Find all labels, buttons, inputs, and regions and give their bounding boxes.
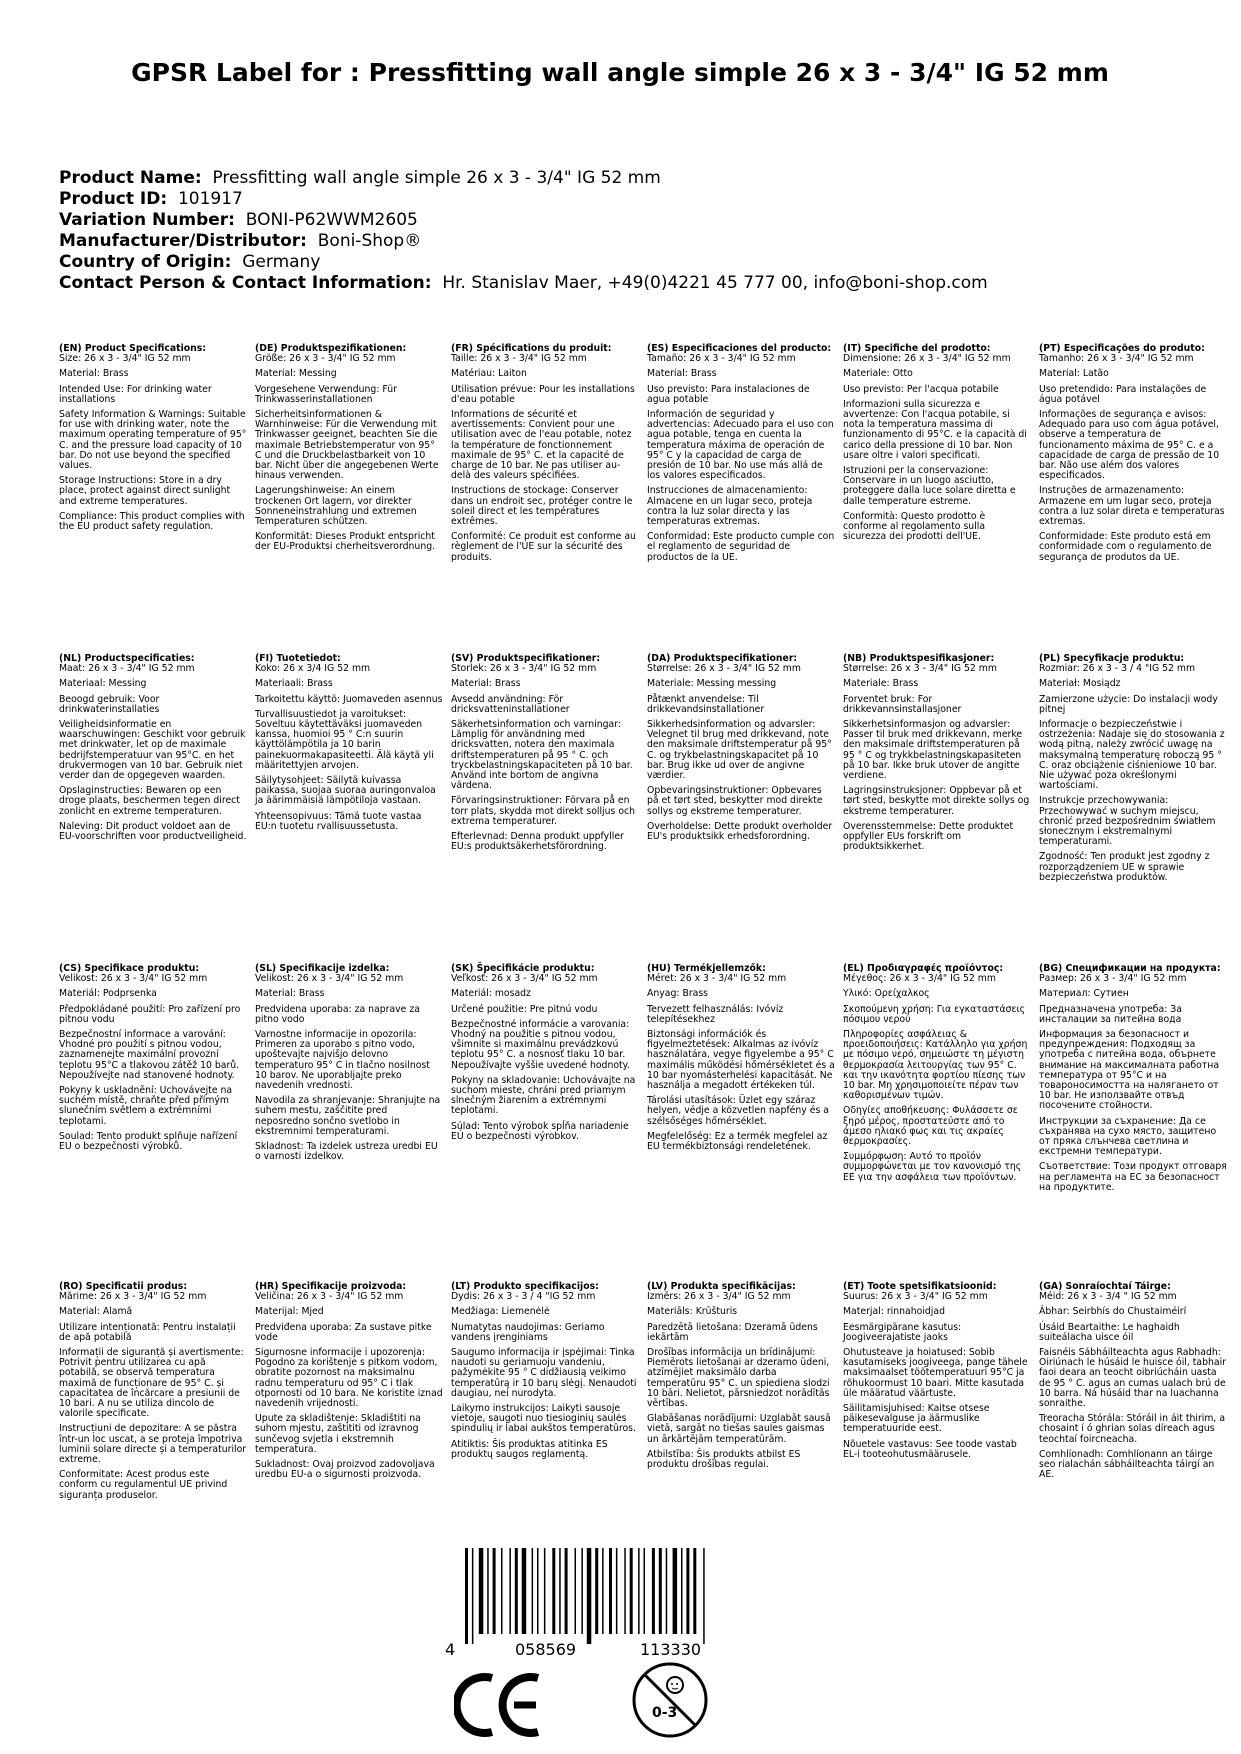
spec-paragraph: Materiale: Messing messing <box>647 678 777 690</box>
spec-paragraph: Predvidena uporaba: za naprave za pitno vodo <box>255 1003 420 1025</box>
spec-paragraph: Předpokládané použití: Pro zařízení pro pitnou vodu <box>59 1003 241 1025</box>
spec-paragraph: Koko: 26 x 3/4 IG 52 mm <box>255 663 371 675</box>
spec-paragraph: Eesmärgipärane kasutus: Joogiveerajatiste jaoks <box>843 1321 962 1343</box>
barcode-bar <box>587 1548 592 1644</box>
spec-paragraph: Tarkoitettu käyttö: Juomaveden asennus <box>255 693 443 705</box>
spec-paragraph: Conformitate: Acest produs este conform cu regulamentul UE privind siguranța produselor. <box>59 1469 228 1501</box>
barcode-bar <box>532 1548 534 1634</box>
spec-paragraph: Material: Messing <box>255 368 337 380</box>
spec-paragraph: Materiale: Brass <box>843 678 919 690</box>
spec-paragraph: Vorgesehene Verwendung: Für Trinkwasserinstallationen <box>255 383 397 405</box>
spec-block <box>451 964 639 1147</box>
spec-heading: (PT) Especificações do produto: <box>1039 343 1205 354</box>
spec-paragraph: Intended Use: For drinking water installations <box>59 383 212 405</box>
spec-paragraph: Safety Information & Warnings: Suitable for use with drinking water, note the maximum operating temperature of 95° C. and the pressure load capacity of 10 bar. Do not use beyond the specified values. <box>59 409 247 472</box>
spec-paragraph: Mărime: 26 x 3 - 3/4" IG 52 mm <box>59 1291 207 1303</box>
spec-paragraph: Méret: 26 x 3 - 3/4" IG 52 mm <box>647 973 787 985</box>
spec-paragraph: Istruzioni per la conservazione: Conservare in un luogo asciutto, proteggere dalla luce solare diretta e dalle temperature estreme. <box>843 465 1016 507</box>
spec-paragraph: Οδηγίες αποθήκευσης: Φυλάσσετε σε ξηρό μέρος, προστατεύστε από το άμεσο ηλιακό φως και τις ακραίες θερμοκρασίες. <box>843 1105 1018 1148</box>
spec-paragraph: Compliance: This product complies with the EU product safety regulation. <box>59 510 245 533</box>
spec-block <box>1039 964 1227 1198</box>
spec-paragraph: Bezpečnostní informace a varování: Vhodné pro použití s pitnou vodou, zaznamenejte maximální provozní teplotu 95°C a tlakovou zátěž 10 barů. Nepoužívejte nad stanovené hodnoty. <box>59 1029 240 1081</box>
barcode-bar <box>602 1548 604 1634</box>
barcode-bar <box>544 1548 546 1634</box>
spec-paragraph: Ábhar: Seirbhís do Chustaiméirí <box>1039 1306 1187 1318</box>
barcode-bar <box>681 1548 683 1634</box>
spec-paragraph: Efterlevnad: Denna produkt uppfyller EU:s produktsäkerhetsförordning. <box>451 831 624 853</box>
spec-paragraph: Υλικό: Ορείχαλκος <box>843 988 930 1000</box>
spec-paragraph: Información de seguridad y advertencias: Adecuado para el uso con agua potable, tenga en cuenta la temperatura máxima de operación de 95° C y la capacidad de carga de presión de 10 bar. No use más allá de los valores especificados. <box>647 409 834 482</box>
info-variation-number <box>59 210 1209 231</box>
spec-paragraph: Overholdelse: Dette produkt overholder EU's produktsikk erhedsforordning. <box>647 820 833 843</box>
info-value: Germany <box>242 252 321 272</box>
spec-paragraph: Overensstemmelse: Dette produktet oppfyller EUs forskrift om produktsikkerhet. <box>843 820 1014 853</box>
spec-heading: (IT) Specifiche del prodotto: <box>843 343 991 354</box>
spec-paragraph: Tamanho: 26 x 3 - 3/4" IG 52 mm <box>1039 353 1194 365</box>
barcode-bar <box>616 1548 618 1634</box>
info-product-name <box>59 168 1209 189</box>
barcode-group-1: 058569 <box>515 1640 577 1658</box>
spec-heading: (HU) Termékjellemzők: <box>647 963 766 974</box>
spec-paragraph: Medžiaga: Liemenėlė <box>451 1306 550 1318</box>
spec-paragraph: Tamaño: 26 x 3 - 3/4" IG 52 mm <box>647 353 796 365</box>
spec-paragraph: Uso previsto: Para instalaciones de agua potable <box>647 383 810 405</box>
spec-paragraph: Instrucțiuni de depozitare: A se păstra într-un loc uscat, a se proteja împotriva luminii solare directe și a temperaturilor extreme. <box>59 1423 247 1466</box>
spec-paragraph: Materiał: Mosiądz <box>1039 678 1121 690</box>
spec-paragraph: Avsedd användning: För dricksvatteninstallationer <box>451 693 570 715</box>
spec-paragraph: Πληροφορίες ασφάλειας & προειδοποιήσεις: Κατάλληλο για χρήση με πόσιμο νερό, σημειώστε τη μέγιστη θερμοκρασία λειτουργίας των 95° C. και την ικανότητα φορτίου πίεσης των 10 bar. Μη χρησιμοποιείτε πέραν των καθορισμένων τιμών. <box>843 1029 1028 1102</box>
spec-paragraph: Съответствие: Този продукт отговаря на регламента на ЕС за безопасност на продуктите. <box>1039 1161 1227 1193</box>
spec-paragraph: Zgodność: Ten produkt jest zgodny z rozporządzeniem UE w sprawie bezpieczeństwa produktów. <box>1039 851 1210 883</box>
spec-paragraph: Matériau: Laiton <box>451 368 527 380</box>
spec-paragraph: Numatytas naudojimas: Geriamo vandens įrenginiams <box>451 1321 605 1343</box>
spec-block <box>255 964 443 1167</box>
info-contact <box>59 273 1209 294</box>
spec-paragraph: Størrelse: 26 x 3 - 3/4" IG 52 mm <box>843 663 997 675</box>
spec-heading: (RO) Specificatii produs: <box>59 1281 188 1292</box>
spec-paragraph: Material: Latão <box>1039 368 1109 380</box>
spec-paragraph: Materiāls: Krūšturis <box>647 1306 738 1318</box>
spec-paragraph: Lagerungshinweise: An einem trockenen Ort lagern, vor direkter Sonneneinstrahlung und extremen Temperaturen schützen. <box>255 485 417 528</box>
barcode-bar <box>595 1548 598 1634</box>
spec-block <box>1039 654 1227 888</box>
barcode-bar <box>487 1548 489 1634</box>
barcode-bar <box>693 1548 696 1634</box>
barcode-bar <box>652 1548 655 1634</box>
spec-paragraph: Dimensione: 26 x 3 - 3/4" IG 52 mm <box>843 353 1011 365</box>
spec-heading: (LV) Produkta specifikācijas: <box>647 1281 796 1292</box>
spec-paragraph: Biztonsági információk és figyelmeztetések: Alkalmas az ivóvíz használatára, vegye figyelembe a 95° C maximális működési hőmérsékletet és a 10 bar nyomásterhelési kapacitását. Ne használja a megadott értékeken túl. <box>647 1029 835 1092</box>
spec-paragraph: Συμμόρφωση: Αυτό το προϊόν συμμορφώνεται με τον κανονισμό της ΕΕ για την ασφάλεια των προϊόντων. <box>843 1151 1022 1183</box>
spec-block <box>843 654 1031 857</box>
spec-paragraph: Påtænkt anvendelse: Til drikkevandsinstallationer <box>647 693 765 715</box>
barcode-bar <box>673 1548 678 1634</box>
spec-paragraph: Материал: Сутиен <box>1039 988 1129 1000</box>
spec-heading: (SK) Špecifikácie produktu: <box>451 963 595 974</box>
spec-paragraph: Informații de siguranță și avertismente: Potrivit pentru utilizarea cu apă potabilă, se observă temperatura maximă de funcționare de 95° C. și capacitatea de încărcare a presiunii de 10 bari. A nu se utiliza dincolo de valorile specificate. <box>59 1347 244 1420</box>
barcode-bar <box>515 1548 518 1634</box>
spec-block <box>647 344 835 568</box>
barcode-bar <box>509 1548 511 1634</box>
barcode-bar <box>659 1548 662 1634</box>
spec-paragraph: Materiál: mosadz <box>451 988 531 1000</box>
spec-paragraph: Informazioni sulla sicurezza e avvertenze: Con l'acqua potabile, si nota la temperatura massima di funzionamento di 95°C. e la capacità di carico della pressione di 10 bar. Non usare oltre i valori specificati. <box>843 398 1027 461</box>
info-product-id <box>59 189 1209 210</box>
spec-paragraph: Tárolási utasítások: Üzlet egy száraz helyen, védje a közvetlen napfény és a szélsőséges hőmérséklet. <box>647 1095 829 1127</box>
spec-heading: (ES) Especificaciones del producto: <box>647 343 832 354</box>
spec-heading: (SL) Specifikacije izdelka: <box>255 963 390 974</box>
spec-paragraph: Maat: 26 x 3 - 3/4" IG 52 mm <box>59 663 195 675</box>
info-value: 101917 <box>177 189 243 209</box>
page-title: GPSR Label for : Pressfitting wall angle simple 26 x 3 - 3/4" IG 52 mm <box>131 58 1109 87</box>
spec-paragraph: Förvaringsinstruktioner: Förvara på en torr plats, skydda mot direkt solljus och extrema temperaturer. <box>451 795 636 827</box>
info-value: Pressfitting wall angle simple 26 x 3 - 3/4" IG 52 mm <box>212 168 661 188</box>
spec-paragraph: Sukladnost: Ovaj proizvod zadovoljava uredbu EU-a o sigurnosti proizvoda. <box>255 1459 435 1481</box>
spec-paragraph: Nõuetele vastavus: See toode vastab EL-i tooteohutusmäärusele. <box>843 1438 1017 1460</box>
spec-paragraph: Veľkosť: 26 x 3 - 3/4" IG 52 mm <box>451 973 598 985</box>
spec-paragraph: Utilizare intenționată: Pentru instalații de apă potabilă <box>59 1321 236 1343</box>
spec-paragraph: Informações de segurança e avisos: Adequado para uso com água potável, observe a temperatura de funcionamento máxima de 95° C. e a capacidade de carga de pressão de 10 bar. Não use além dos valores especificados. <box>1039 409 1220 482</box>
spec-block <box>1039 344 1227 568</box>
spec-block <box>843 344 1031 547</box>
spec-paragraph: Storage Instructions: Store in a dry place, protect against direct sunlight and extreme temperatures. <box>59 475 231 507</box>
spec-paragraph: Instrukcje przechowywania: Przechowywać w suchym miejscu, chronić przed bezpośrednim światłem słonecznym i ekstremalnymi temperaturami. <box>1039 795 1216 848</box>
barcode-bar <box>493 1548 496 1634</box>
spec-paragraph: Comhlíonadh: Comhlíonann an táirge seo rialachán sábháilteachta táirgí an AE. <box>1039 1448 1215 1481</box>
spec-paragraph: Taille: 26 x 3 - 3/4" IG 52 mm <box>451 353 587 365</box>
barcode-bar <box>638 1548 640 1634</box>
spec-paragraph: Yhteensopivuus: Tämä tuote vastaa EU:n tuotetu rvallisuussetusta. <box>255 810 422 832</box>
spec-paragraph: Rozmiar: 26 x 3 - 3 / 4 "IG 52 mm <box>1039 663 1196 675</box>
spec-paragraph: Predviđena uporaba: Za sustave pitke vode <box>255 1321 432 1343</box>
info-value: Hr. Stanislav Maer, +49(0)4221 45 777 00, info@boni-shop.com <box>442 273 988 293</box>
spec-paragraph: Materiál: Podprsenka <box>59 988 157 1000</box>
info-label: Country of Origin: <box>59 252 232 272</box>
spec-heading: (EL) Προδιαγραφές προϊόντος: <box>843 963 1004 974</box>
barcode-bar <box>559 1548 561 1634</box>
spec-paragraph: Opbevaringsinstruktioner: Opbevares på et tørt sted, beskytter mod direkte sollys og ekstreme temperaturer. <box>647 785 823 817</box>
spec-heading: (ET) Toote spetsifikatsioonid: <box>843 1281 997 1292</box>
product-info <box>59 168 1209 294</box>
spec-paragraph: Conformità: Questo prodotto è conforme al regolamento sulla sicurezza dei prodotti dell'UE. <box>843 510 986 543</box>
barcode-bar <box>565 1548 568 1634</box>
barcode-bar <box>624 1548 626 1634</box>
spec-paragraph: Materiaal: Messing <box>59 678 147 690</box>
spec-paragraph: Size: 26 x 3 - 3/4" IG 52 mm <box>59 353 191 365</box>
spec-paragraph: Pokyny k uskladnění: Uchovávejte na suchém místě, chraňte před přímým slunečním světlem a extrémními teplotami. <box>59 1085 233 1127</box>
spec-paragraph: Varnostne informacije in opozorila: Primeren za uporabo s pitno vodo, upoštevajte najvišjo delovno temperaturo 95° C in tlačno nosilnost 10 barov. Ne uporabljajte preko navedenih vrednosti. <box>255 1029 430 1092</box>
spec-paragraph: Súlad: Tento výrobok spĺňa nariadenie EÚ o bezpečnosti výrobkov. <box>451 1120 629 1142</box>
spec-paragraph: Beoogd gebruik: Voor drinkwaterinstallaties <box>59 693 160 715</box>
spec-paragraph: Opslaginstructies: Bewaren op een droge plaats, beschermen tegen direct zonlicht en extreme temperaturen. <box>59 785 240 817</box>
spec-paragraph: Conformidad: Este producto cumple con el reglamento de seguridad de productos de la UE. <box>647 531 835 563</box>
spec-paragraph: Uso pretendido: Para instalações de água potável <box>1039 383 1207 405</box>
spec-block <box>451 1282 639 1465</box>
spec-paragraph: Информация за безопасност и предупреждения: Подходящ за употреба с питейна вода, обърнете внимание на максималната работна температура от 95°C и на товароносимостта на налягането от 10 bar. Не използвайте отвъд посочените стойности. <box>1039 1029 1220 1112</box>
spec-paragraph: Material: Brass <box>255 988 325 1000</box>
spec-block <box>59 654 247 847</box>
spec-paragraph: Dydis: 26 x 3 - 3 / 4 "IG 52 mm <box>451 1291 596 1303</box>
spec-heading: (GA) Sonraíochtaí Táirge: <box>1039 1281 1171 1292</box>
spec-paragraph: Zamierzone użycie: Do instalacji wody pitnej <box>1039 693 1218 715</box>
spec-paragraph: Materjal: rinnahoidjad <box>843 1306 945 1318</box>
barcode-bar <box>479 1548 484 1634</box>
barcode-bar <box>537 1548 539 1634</box>
barcode-bar <box>644 1548 646 1634</box>
spec-paragraph: Conformité: Ce produit est conforme au règlement de l'UE sur la sécurité des produits. <box>451 531 636 563</box>
spec-paragraph: Turvallisuustiedot ja varoitukset: Soveltuu käytettäväksi juomaveden kanssa, huomioi 95 ° C:n suurin käyttölämpötila ja 10 barin painekuormakapasiteetti. Älä käytä yli määritettyjen arvojen. <box>255 708 434 771</box>
barcode-bar <box>666 1548 668 1634</box>
info-manufacturer <box>59 231 1209 252</box>
spec-block <box>255 654 443 837</box>
spec-block <box>647 1282 835 1475</box>
spec-paragraph: Informations de sécurité et avertissements: Convient pour une utilisation avec de l'eau potable, notez la température de fonctionnement maximale de 95° C. et la capacité de charge de 10 bar. Ne pas utiliser au-delà des valeurs spécifiées. <box>451 409 632 482</box>
spec-paragraph: Storlek: 26 x 3 - 3/4" IG 52 mm <box>451 663 597 675</box>
barcode <box>440 1548 740 1658</box>
spec-paragraph: Größe: 26 x 3 - 3/4" IG 52 mm <box>255 353 396 365</box>
spec-paragraph: Laikymo instrukcijos: Laikyti sausoje vietoje, saugoti nuo tiesioginių saulės spindulių ir labai aukštos temperatūros. <box>451 1403 636 1435</box>
spec-paragraph: Μέγεθος: 26 x 3 - 3/4" IG 52 mm <box>843 973 996 985</box>
spec-paragraph: Material: Alamă <box>59 1306 133 1318</box>
spec-paragraph: Sikkerhedsinformation og advarsler: Velegnet til brug med drikkevand, note den maksimale driftstemperatur på 95° C. og trykbelastningskapacitet på 10 bar. Brug ikke ud over de angivne værdier. <box>647 719 832 782</box>
spec-heading: (NB) Produktspesifikasjoner: <box>843 653 995 664</box>
spec-block <box>843 1282 1031 1465</box>
spec-paragraph: Faisnéis Sábháilteachta agus Rabhadh: Oiriúnach le húsáid le huisce óil, tabhair faoi deara an teocht oibriúcháin uasta de 95 ° C. agus an cumas ualach brú de 10 barra. Ná húsáid thar na luachanna sonraithe. <box>1039 1347 1227 1410</box>
spec-paragraph: Veličina: 26 x 3 - 3/4" IG 52 mm <box>255 1291 404 1303</box>
barcode-bar <box>472 1548 474 1644</box>
spec-paragraph: Conformidade: Este produto está em conformidade com o regulamento de segurança de produtos da UE. <box>1039 531 1212 563</box>
info-label: Contact Person & Contact Information: <box>59 273 432 293</box>
spec-paragraph: Megfelelőség: Ez a termék megfelel az EU termékbiztonsági rendeletének. <box>647 1130 828 1153</box>
spec-heading: (DA) Produktspecifikationer: <box>647 653 798 664</box>
spec-paragraph: Veiligheidsinformatie en waarschuwingen: Geschikt voor gebruik met drinkwater, let op de maximale bedrijfstemperatuur van 95°C. en het drukvermogen van 10 bar. Gebruik niet verder dan de opgegeven waarden. <box>59 719 246 782</box>
spec-block <box>451 654 639 857</box>
info-label: Manufacturer/Distributor: <box>59 231 307 251</box>
spec-paragraph: Material: Brass <box>59 368 129 380</box>
info-country <box>59 252 1209 273</box>
spec-paragraph: Størrelse: 26 x 3 - 3/4" IG 52 mm <box>647 663 801 675</box>
spec-paragraph: Размер: 26 x 3 - 3/4" IG 52 mm <box>1039 973 1187 985</box>
spec-heading: (DE) Produktspezifikationen: <box>255 343 407 354</box>
barcode-bar <box>703 1548 705 1644</box>
spec-paragraph: Skladnost: Ta izdelek ustreza uredbi EU o varnosti izdelkov. <box>255 1141 438 1163</box>
spec-heading: (SV) Produktspecifikationer: <box>451 653 601 664</box>
spec-paragraph: Sigurnosne informacije i upozorenja: Pogodno za korištenje s pitkom vodom, obratite pozornost na maksimalnu radnu temperaturu od 95° C i tlak otpornosti od 10 bara. Ne koristite iznad navedenih vrijednosti. <box>255 1347 443 1410</box>
spec-paragraph: Atitiktis: Šis produktas atitinka ES produktų saugos reglamentą. <box>451 1438 608 1460</box>
spec-paragraph: Soulad: Tento produkt splňuje nařízení EU o bezpečnosti výrobků. <box>59 1130 238 1153</box>
info-label: Product ID: <box>59 189 168 209</box>
spec-paragraph: Saugumo informacija ir įspėjimai: Tinka naudoti su geriamuoju vandeniu, pažymėkite 95 ° C didžiausią veikimo temperatūrą ir 10 barų slėgį. Nenaudoti daugiau, nei nurodyta. <box>451 1347 637 1399</box>
barcode-bar <box>609 1548 612 1634</box>
spec-paragraph: Úsáid Beartaithe: Le haghaidh suiteálacha uisce óil <box>1039 1321 1180 1343</box>
spec-paragraph: Säilitamisjuhised: Kaitse otsese päikesevalguse ja äärmuslike temperatuuride eest. <box>843 1403 990 1435</box>
barcode-prefix: 4 <box>445 1640 456 1658</box>
barcode-bar <box>552 1548 555 1634</box>
spec-paragraph: Méid: 26 x 3 - 3/4 " IG 52 mm <box>1039 1291 1177 1303</box>
barcode-bar <box>465 1548 468 1644</box>
spec-paragraph: Utilisation prévue: Pour les installations d'eau potable <box>451 383 635 405</box>
spec-heading: (FI) Tuotetiedot: <box>255 653 341 664</box>
info-value: Boni-Shop® <box>317 231 422 251</box>
spec-paragraph: Velikost: 26 x 3 - 3/4" IG 52 mm <box>59 973 208 985</box>
spec-paragraph: Предназначена употреба: За инсталации за питейна вода <box>1039 1003 1182 1025</box>
spec-paragraph: Sicherheitsinformationen & Warnhinweise: Für die Verwendung mit Trinkwasser geeignet, beachten Sie die maximale Betriebstemperatur von 95° C und die Druckbelastbarkeit von 10 bar. Nicht über die angegebenen Werte hinaus verwenden. <box>255 409 439 482</box>
spec-paragraph: Suurus: 26 x 3 - 3/4" IG 52 mm <box>843 1291 988 1303</box>
spec-paragraph: Naleving: Dit product voldoet aan de EU-voorschriften voor productveiligheid. <box>59 820 247 843</box>
spec-block <box>59 344 247 537</box>
spec-block <box>647 654 835 847</box>
spec-paragraph: Sikkerhetsinformasjon og advarsler: Passer til bruk med drikkevann, merke den maksimale driftstemperaturen på 95 ° C og trykkbelastningskapasiteten på 10 bar. Ikke bruk utover de angitte verdiene. <box>843 719 1023 782</box>
spec-heading: (HR) Specifikacije proizvoda: <box>255 1281 407 1292</box>
spec-heading: (BG) Спецификации на продукта: <box>1039 963 1221 974</box>
spec-heading: (PL) Specyfikacje produktu: <box>1039 653 1185 664</box>
barcode-bar <box>686 1548 689 1634</box>
spec-heading: (NL) Productspecificaties: <box>59 653 195 664</box>
spec-paragraph: Instructions de stockage: Conserver dans un endroit sec, protéger contre le soleil direct et les températures extrêmes. <box>451 485 633 528</box>
barcode-bar <box>581 1548 583 1634</box>
spec-paragraph: Materiaali: Brass <box>255 678 333 690</box>
ce-mark-icon <box>454 1670 544 1740</box>
spec-paragraph: Konformität: Dieses Produkt entspricht der EU-Produktsi cherheitsverordnung. <box>255 531 436 553</box>
info-label: Product Name: <box>59 168 202 188</box>
spec-paragraph: Informacje o bezpieczeństwie i ostrzeżenia: Nadaje się do stosowania z wodą pitną, należy zwrócić uwagę na maksymalną temperaturę roboczą 95 ° C. oraz obciążenie ciśnieniowe 10 bar. Nie używać poza określonymi wartościami. <box>1039 719 1225 792</box>
spec-paragraph: Izmērs: 26 x 3 - 3/4" IG 52 mm <box>647 1291 791 1303</box>
spec-paragraph: Инструкции за съхранение: Да се съхранява на сухо място, защитено от пряка слънчева светлина и екстремни температури. <box>1039 1115 1217 1158</box>
spec-block <box>255 1282 443 1485</box>
spec-block <box>59 964 247 1157</box>
info-value: BONI-P62WWM2605 <box>245 210 418 230</box>
spec-paragraph: Určené použitie: Pre pitnú vodu <box>451 1003 598 1015</box>
spec-paragraph: Material: Brass <box>451 678 521 690</box>
spec-paragraph: Forventet bruk: For drikkevannsinstallasjoner <box>843 693 962 715</box>
spec-block <box>255 344 443 558</box>
spec-block <box>843 964 1031 1188</box>
spec-paragraph: Material: Brass <box>647 368 717 380</box>
spec-paragraph: Glabāšanas norādījumi: Uzglabāt sausā vietā, sargāt no tiešas saules gaismas un ārkārtējām temperatūrām. <box>647 1413 831 1445</box>
spec-block <box>647 964 835 1157</box>
barcode-bars <box>465 1548 705 1644</box>
barcode-bar <box>630 1548 633 1634</box>
barcode-bar <box>522 1548 527 1634</box>
spec-paragraph: Σκοπούμενη χρήση: Για εγκαταστάσεις πόσιμου νερού <box>843 1003 1026 1025</box>
spec-paragraph: Upute za skladištenje: Skladištiti na suhom mjestu, zaštititi od izravnog sunčevog svjetla i ekstremnih temperatura. <box>255 1413 421 1455</box>
spec-block <box>451 344 639 568</box>
spec-paragraph: Lagringsinstruksjoner: Oppbevar på et tørt sted, beskytte mot direkte sollys og ekstreme temperaturer. <box>843 785 1030 817</box>
spec-paragraph: Materijal: Mjed <box>255 1306 324 1318</box>
spec-paragraph: Bezpečnostné informácie a varovania: Vhodný na použitie s pitnou vodou, všimnite si maximálnu prevádzkovú teplotu 95° C. a nosnosť tlaku 10 bar. Nepoužívajte vyššie uvedené hodnoty. <box>451 1018 630 1071</box>
spec-paragraph: Säkerhetsinformation och varningar: Lämplig för användning med dricksvatten, notera den maximala driftstemperaturen på 95 ° C. och tryckbelastningskapaciteten på 10 bar. Använd inte bortom de angivna värdena. <box>451 719 633 792</box>
spec-paragraph: Pokyny na skladovanie: Uchovávajte na suchom mieste, chráni pred priamym slnečným žiarením a extrémnymi teplotami. <box>451 1074 636 1117</box>
spec-paragraph: Ohutusteave ja hoiatused: Sobib kasutamiseks joogiveega, pange tähele maksimaalset töötemperatuuri 95°C ja rõhukoormust 10 baari. Mitte kasutada üle määratud väärtuste. <box>843 1347 1028 1399</box>
spec-paragraph: Instrucciones de almacenamiento: Almacene en un lugar seco, proteja contra la luz solar directa y las temperaturas extremas. <box>647 485 813 528</box>
age-warning-label: 0-3 <box>652 1705 678 1721</box>
spec-paragraph: Treoracha Stórála: Stóráil in áit thirim, a chosaint í ó ghrian solas díreach agus teochtaí foircneacha. <box>1039 1413 1226 1445</box>
spec-paragraph: Drošības informācija un brīdinājumi: Piemērots lietošanai ar dzeramo ūdeni, atzīmējiet maksimālo darba temperatūru 95° C. un spiediena slodzi 10 bāri. Nelietot, pārsniedzot norādītās vērtības. <box>647 1347 830 1410</box>
spec-paragraph: Säilytysohjeet: Säilytä kuivassa paikassa, suojaa suoraa auringonvaloa ja äärimmäisiä lämpötiloja vastaan. <box>255 775 436 807</box>
spec-paragraph: Tervezett felhasználás: Ivóvíz telepítésekhez <box>647 1003 784 1025</box>
spec-heading: (LT) Produkto specifikacijos: <box>451 1281 599 1292</box>
spec-heading: (EN) Product Specifications: <box>59 343 207 354</box>
spec-paragraph: Atbilstība: Šis produkts atbilst ES produktu drošības regulai. <box>647 1448 801 1471</box>
info-label: Variation Number: <box>59 210 235 230</box>
age-warning-icon <box>630 1660 710 1740</box>
spec-paragraph: Paredzētā lietošana: Dzeramā ūdens iekārtām <box>647 1321 818 1343</box>
barcode-group-2: 113330 <box>640 1640 702 1658</box>
spec-paragraph: Uso previsto: Per l'acqua potabile <box>843 383 999 395</box>
spec-block <box>1039 1282 1227 1485</box>
spec-paragraph: Velikost: 26 x 3 - 3/4" IG 52 mm <box>255 973 404 985</box>
spec-paragraph: Materiale: Otto <box>843 368 913 380</box>
barcode-bar <box>575 1548 577 1634</box>
spec-paragraph: Navodila za shranjevanje: Shranjujte na suhem mestu, zaščitite pred neposredno sončno svetlobo in ekstremnimi temperaturami. <box>255 1095 441 1137</box>
spec-heading: (CS) Specifikace produktu: <box>59 963 200 974</box>
spec-paragraph: Anyag: Brass <box>647 988 709 1000</box>
spec-heading: (FR) Spécifications du produit: <box>451 343 612 354</box>
spec-paragraph: Instruções de armazenamento: Armazene em um lugar seco, proteja contra a luz solar direta e temperaturas extremas. <box>1039 485 1225 528</box>
spec-block <box>59 1282 247 1506</box>
barcode-bar <box>501 1548 503 1634</box>
